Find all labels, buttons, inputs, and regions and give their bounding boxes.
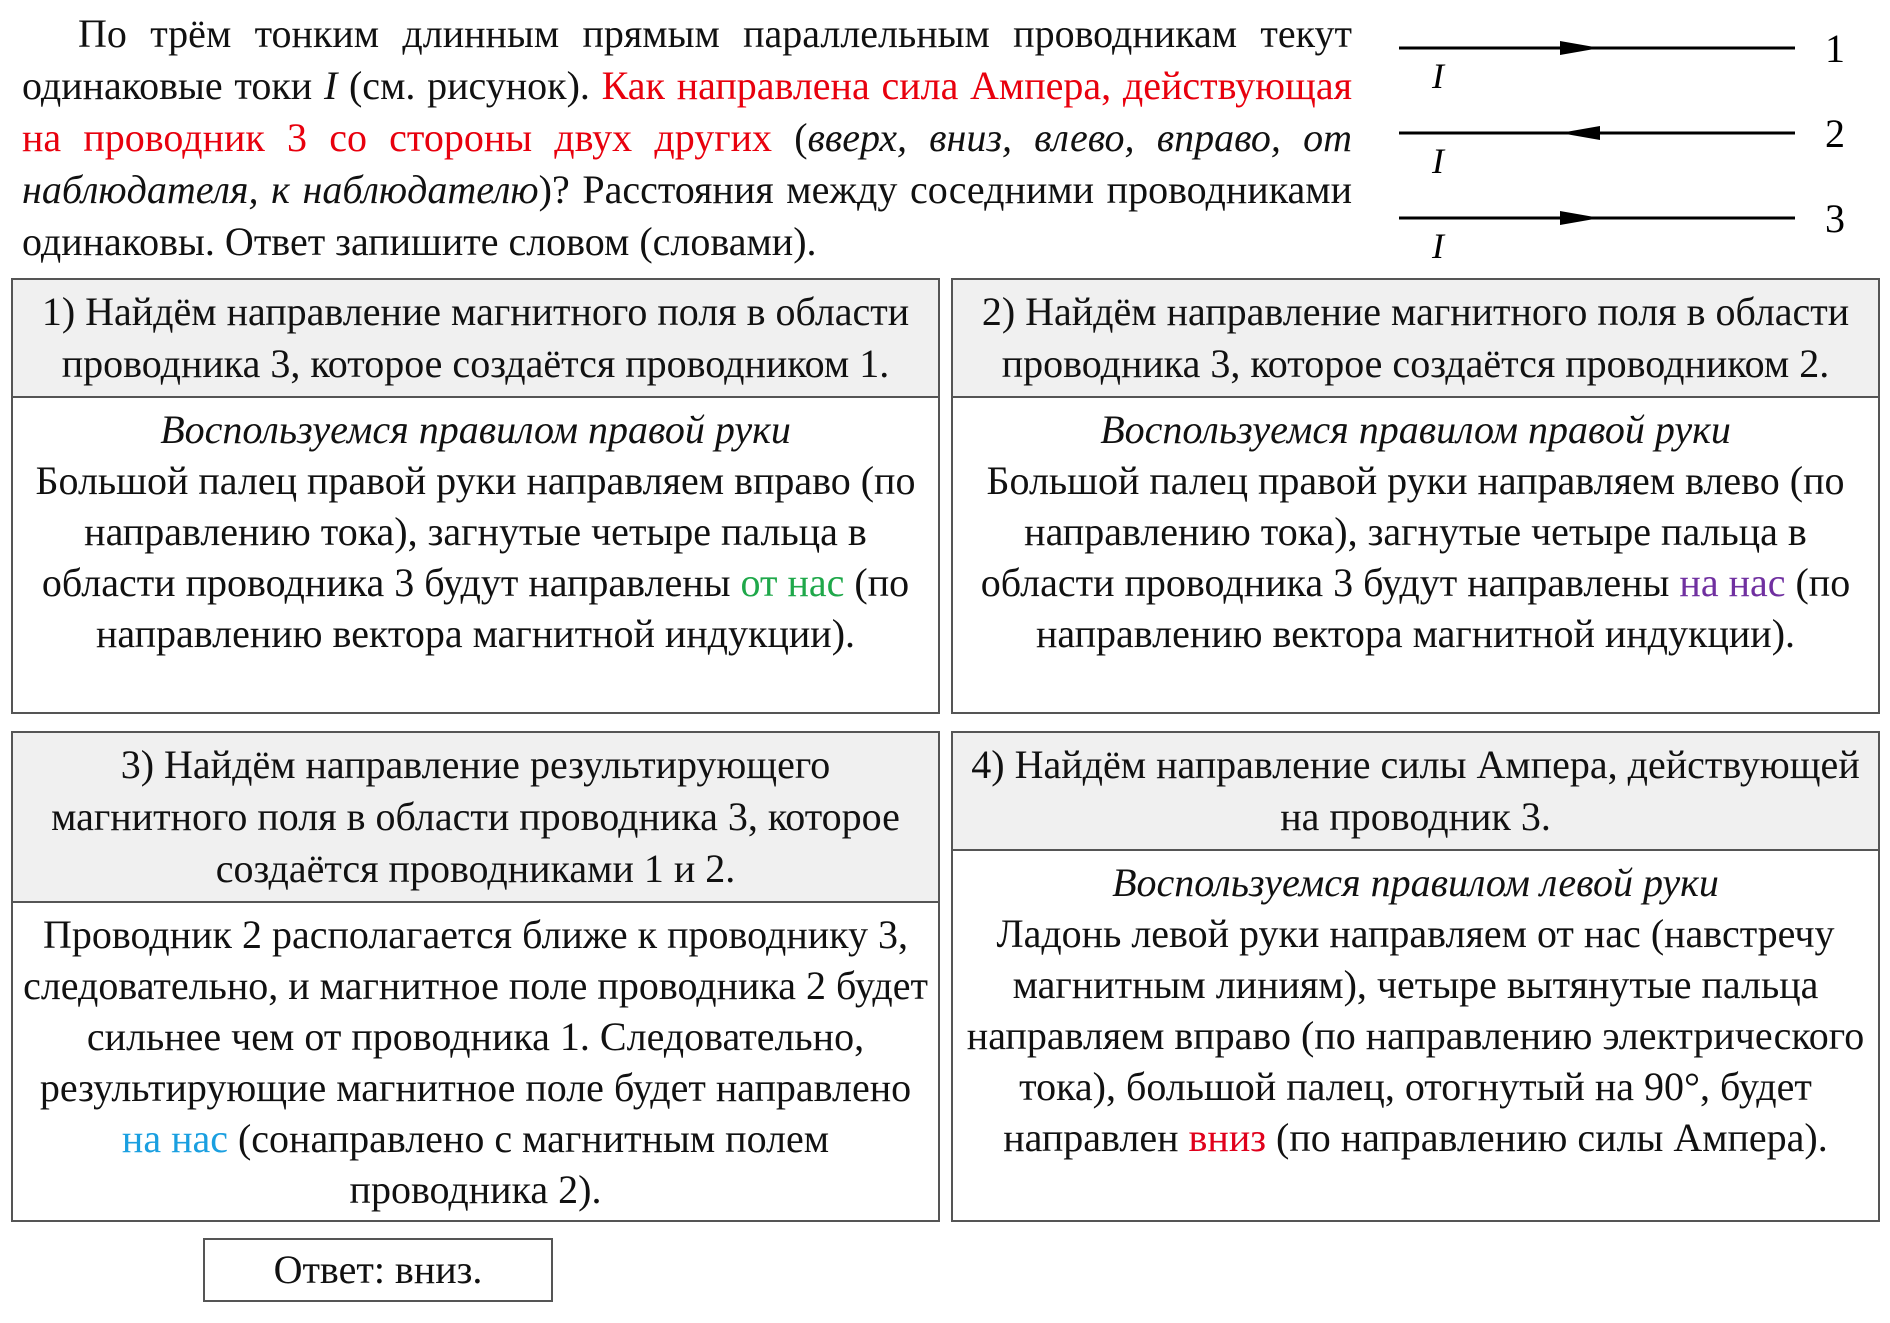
wire-3 [1399,196,1845,266]
arrow-left-icon [1560,126,1600,140]
step-3-header: 3) Найдём направление результирующего магнитного поля в области проводника 3, которое создаётся проводниками 1 и 2. [13,733,938,903]
wire-2-number: 2 [1825,111,1845,156]
answer-box: Ответ: вниз. [203,1238,553,1302]
step-2-body [953,398,1878,665]
step-4-text: Ладонь левой руки направляем от нас (навстречу магнитным линиям), четыре вытянутые пальца направляем вправо (по направлению электрического тока), большой палец, отогнутый на 90°, будет направлен [966,911,1865,1160]
step-4-box [951,731,1880,1222]
step-3-text-end: (сонаправлено с магнитным полем проводника 2). [227,1116,830,1212]
problem-text-3: ( [772,115,808,160]
step-1-highlight: от нас [740,560,845,605]
step-4-rule: Воспользуемся правилом левой руки [1112,860,1719,905]
step-3-box [11,731,940,1222]
step-3-body [13,903,938,1221]
step-1-box [11,278,940,714]
arrow-right-icon [1560,41,1600,55]
step-1-body [13,398,938,665]
wire-3-number: 3 [1825,196,1845,241]
current-symbol: I [323,63,338,108]
step-4-header: 4) Найдём направление силы Ампера, действующей на проводник 3. [953,733,1878,851]
step-2-highlight: на нас [1679,560,1786,605]
step-4-highlight: вниз [1188,1115,1267,1160]
step-4-text-end: (по направлению силы Ампера). [1266,1115,1828,1160]
step-3-highlight: на нас [121,1116,228,1161]
step-1-text: Большой палец правой руки направляем вправо (по направлению тока), загнутые четыре пальца в области проводника 3 будут направлены [35,458,916,605]
step-1-rule: Воспользуемся правилом правой руки [160,407,791,452]
problem-text-1: По трём тонким длинным прямым параллельным проводникам текут одинаковые токи [22,11,1352,108]
step-3-text: Проводник 2 располагается ближе к проводнику 3, следовательно, и магнитное поле проводника 2 будет сильнее чем от проводника 1. Следовательно, результирующие магнитное поле будет направлено [23,912,928,1110]
wire-2 [1399,111,1845,181]
step-2-box [951,278,1880,714]
wire-1-current-label: I [1432,56,1444,96]
problem-text-2: (см. рисунок). [337,63,602,108]
step-2-rule: Воспользуемся правилом правой руки [1100,407,1731,452]
step-2-text-end: (по направлению вектора магнитной индукции). [1035,560,1851,656]
problem-statement [22,8,1352,268]
wire-1-number: 1 [1825,26,1845,71]
step-2-header: 2) Найдём направление магнитного поля в области проводника 3, которое создаётся проводником 2. [953,280,1878,398]
wires-figure [1385,0,1885,270]
answer-options: вверх, вниз, влево, вправо, от наблюдателя, к наблюдателю [22,115,1352,212]
step-1-header: 1) Найдём направление магнитного поля в области проводника 3, которое создаётся проводником 1. [13,280,938,398]
wire-1 [1399,26,1845,96]
step-2-text: Большой палец правой руки направляем влево (по направлению тока), загнутые четыре пальца в области проводника 3 будут направлены [980,458,1845,605]
problem-question: Как направлена сила Ампера, действующая на проводник 3 со стороны двух других [22,63,1352,160]
step-4-body [953,851,1878,1169]
arrow-right-icon [1560,211,1600,225]
step-1-text-end: (по направлению вектора магнитной индукции). [95,560,910,656]
wire-2-current-label: I [1432,141,1444,181]
problem-text-4: )? Расстояния между соседними проводниками одинаковы. Ответ запишите словом (словами). [22,167,1352,264]
wire-3-current-label: I [1432,226,1444,266]
